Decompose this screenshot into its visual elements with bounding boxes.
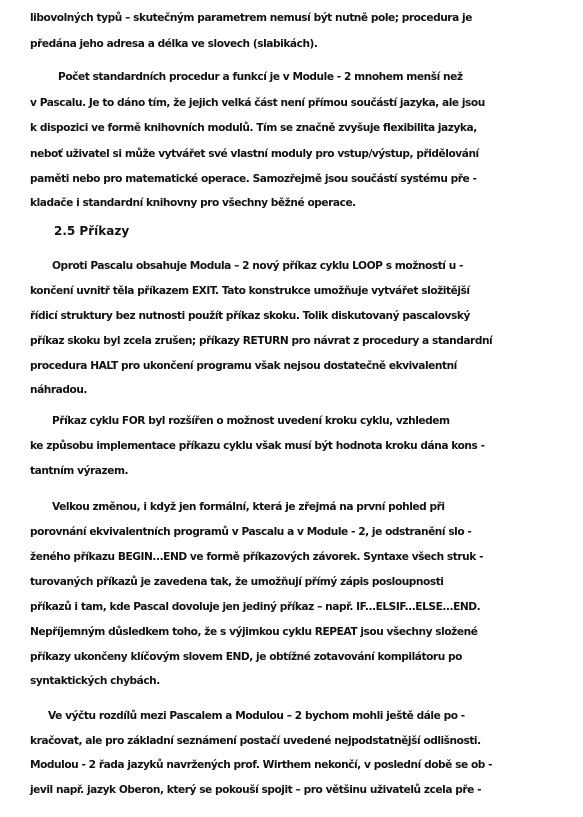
text-line: ke způsobu implementace příkazu cyklu však musí být hodnota kroku dána kons - (30, 440, 485, 452)
text-line: turovaných příkazů je zavedena tak, že umožňují přímý zápis posloupnosti (30, 576, 444, 588)
text-line: příkaz skoku byl zcela zrušen; příkazy RETURN pro návrat z procedury a standardní (30, 335, 493, 347)
text-line: k dispozici ve formě knihovních modulů. Tím se značně zvyšuje flexibilita jazyka, (30, 122, 477, 134)
text-line: kračovat, ale pro základní seznámení postačí uvedené nejpodstatnější odlišnosti. (30, 735, 481, 747)
text-line: příkazy ukončeny klíčovým slovem END, je obtížné zotavování kompilátoru po (30, 651, 462, 663)
text-line: v Pascalu. Je to dáno tím, že jejich velká část není přímou součástí jazyka, ale jsou (30, 97, 485, 109)
text-line: Ve výčtu rozdílů mezi Pascalem a Modulou – 2 bychom mohli ještě dále po - (48, 710, 465, 722)
text-line: Příkaz cyklu FOR byl rozšířen o možnost uvedení kroku cyklu, vzhledem (52, 415, 450, 427)
text-line: Oproti Pascalu obsahuje Modula – 2 nový příkaz cyklu LOOP s možností u - (52, 260, 464, 272)
text-line: syntaktických chybách. (30, 675, 160, 687)
text-line: tantním výrazem. (30, 465, 129, 477)
text-line: jevil např. jazyk Oberon, který se pokouší spojit – pro většinu uživatelů zcela pře - (30, 784, 482, 796)
text-line: řídicí struktury bez nutnosti použít příkaz skoku. Tolik diskutovaný pascalovský (30, 310, 470, 322)
text-line: procedura HALT pro ukončení programu však nejsou dostatečně ekvivalentní (30, 360, 457, 372)
text-line: končení uvnitř těla příkazem EXIT. Tato konstrukce umožňuje vytvářet složitější (30, 285, 470, 297)
text-line: náhradou. (30, 384, 87, 396)
text-line: kladače i standardní knihovny pro všechny běžné operace. (30, 197, 356, 209)
text-line: porovnání ekvivalentních programů v Pascalu a v Module - 2, je odstranění slo - (30, 526, 472, 538)
text-line: libovolných typů – skutečným parametrem nemusí být nutně pole; procedura je (30, 12, 472, 24)
text-line: předána jeho adresa a délka ve slovech (slabikách). (30, 38, 318, 50)
text-line: Velkou změnou, i když jen formální, která je zřejmá na první pohled při (52, 501, 445, 513)
text-line: paměti nebo pro matematické operace. Samozřejmě jsou součástí systému pře - (30, 173, 477, 185)
text-line: Modulou - 2 řada jazyků navržených prof. Wirthem nekončí, v poslední době se ob - (30, 759, 493, 771)
text-line: ženého příkazu BEGIN...END ve formě příkazových závorek. Syntaxe všech struk - (30, 551, 484, 563)
text-line: neboť uživatel si může vytvářet své vlastní moduly pro vstup/výstup, přidělování (30, 148, 479, 160)
text-line: Počet standardních procedur a funkcí je v Module - 2 mnohem menší než (58, 71, 463, 83)
text-line: Nepříjemným důsledkem toho, že s výjimkou cyklu REPEAT jsou všechny složené (30, 626, 478, 638)
section-heading: 2.5 Příkazy (54, 224, 130, 238)
text-line: příkazů i tam, kde Pascal dovoluje jen jediný příkaz – např. IF...ELSIF...ELSE...END. (30, 601, 481, 613)
